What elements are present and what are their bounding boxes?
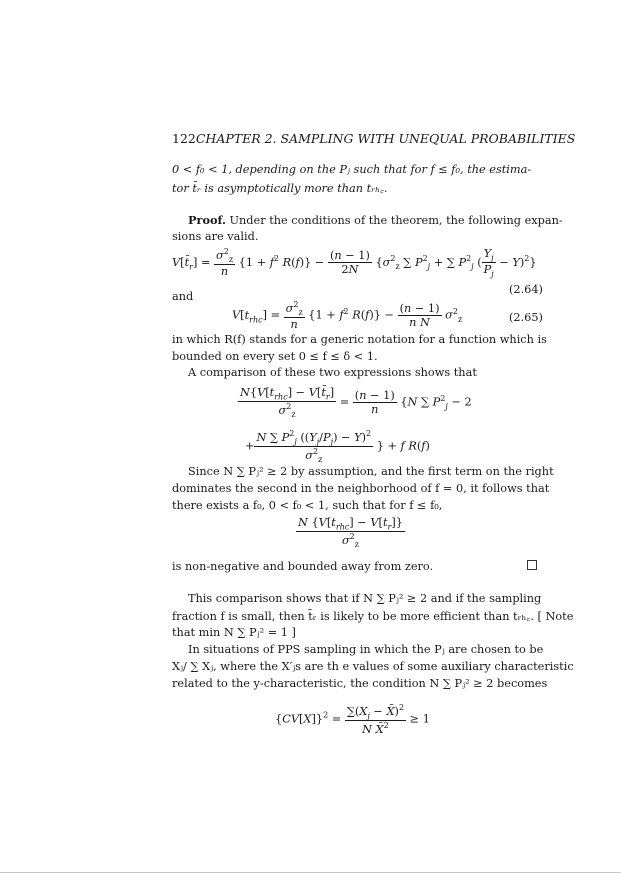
equation-2-65: $V[t_{rhc}]$ = $\frac{\sigma^2_z}{n}$ {$1 + f^2$ R(f)} − $\frac{(n - 1)}{\text{n N}}$ $\sigma^2_z$ (232, 300, 463, 332)
text-line: there exists a f₀, 0 < f₀ < 1, such that for f ≤ f₀, (172, 499, 443, 512)
text-line: is non-negative and bounded away from zero. (172, 560, 434, 573)
text-line: fraction f is small, then t̄ᵣ is likely to be more efficient than tᵣₕ꜀. [ Note (172, 610, 574, 623)
text-line: that min N ∑ Pⱼ² = 1 ] (172, 626, 296, 639)
text-line: related to the y-characteristic, the condition N ∑ Pⱼ² ≥ 2 becomes (172, 677, 548, 690)
page-number: 122 (172, 131, 196, 146)
text-line: In situations of PPS sampling in which the Pⱼ are chosen to be (188, 643, 544, 656)
page-bottom-edge (0, 872, 621, 873)
chapter-title: CHAPTER 2. SAMPLING WITH UNEQUAL PROBABILITIES (195, 131, 576, 146)
text-line: dominates the second in the neighborhood of f = 0, it follows that (172, 482, 550, 495)
proof-line-1 (188, 213, 563, 227)
running-header (172, 131, 576, 146)
text-line: in which R(f) stands for a generic notation for a function which is (172, 333, 547, 346)
and-word: and (172, 290, 194, 303)
text-line: This comparison shows that if N ∑ Pⱼ² ≥ 2 and if the sampling (188, 592, 542, 605)
theorem-line-1: 0 < f₀ < 1, depending on the Pⱼ such that for f ≤ f₀, the estima- (172, 163, 532, 176)
text-line: bounded on every set 0 ≤ f ≤ δ < 1. (172, 350, 378, 363)
cv-equation: $\{CV[X]\}^2$ = $\frac{\sum(X_j - X̄)^2}{N X̄^2}$ ≥ 1 (275, 703, 430, 736)
ratio-equation: $\frac{N \{V[t_{rhc}] - V[t_r]\}}{\sigma^2_z}$ (298, 516, 403, 550)
qed-symbol (527, 560, 537, 570)
proof-label: Proof. (188, 213, 226, 227)
proof-text-1: Under the conditions of the theorem, the following expan- (225, 214, 563, 227)
text-line: A comparison of these two expressions shows that (188, 366, 477, 379)
equation-2-64: $V[t̄_r]$ = $\frac{\sigma^2_z}{n}$ {$1 + f^2$ R(f)} − $\frac{(n - 1)}{2N}$ {$\sigma^2_z$ ∑ $P^2_j$ + ∑ $P^2_j$ ( $\frac{Y_j}{P_j}$ − Y)$^2$} (172, 247, 537, 279)
text-line: Xⱼ/ ∑ Xⱼ, where the X′ⱼs are th e values of some auxiliary characteristic (172, 660, 574, 673)
comparison-equation-line-1: $\frac{N\{V[t_{rhc}] - V[t̄_r]}{\sigma^2_z}$ = $\frac{(n - 1)}{n}$ {N ∑ $P^2_j - 2$ (240, 386, 472, 420)
theorem-line-2: tor t̄ᵣ is asymptotically more than tᵣₕ꜀. (172, 182, 388, 195)
equation-number-2-64: (2.64) (509, 283, 543, 296)
text-line: Since N ∑ Pⱼ² ≥ 2 by assumption, and the first term on the right (188, 465, 554, 478)
equation-number-2-65: (2.65) (509, 311, 543, 324)
proof-line-2: sions are valid. (172, 230, 259, 243)
comparison-equation-line-2: + $\frac{N \sum P^2_j ((Y_j/P_j) - Y)^2}{\sigma^2_z}$ } + f R(f) (245, 429, 430, 465)
